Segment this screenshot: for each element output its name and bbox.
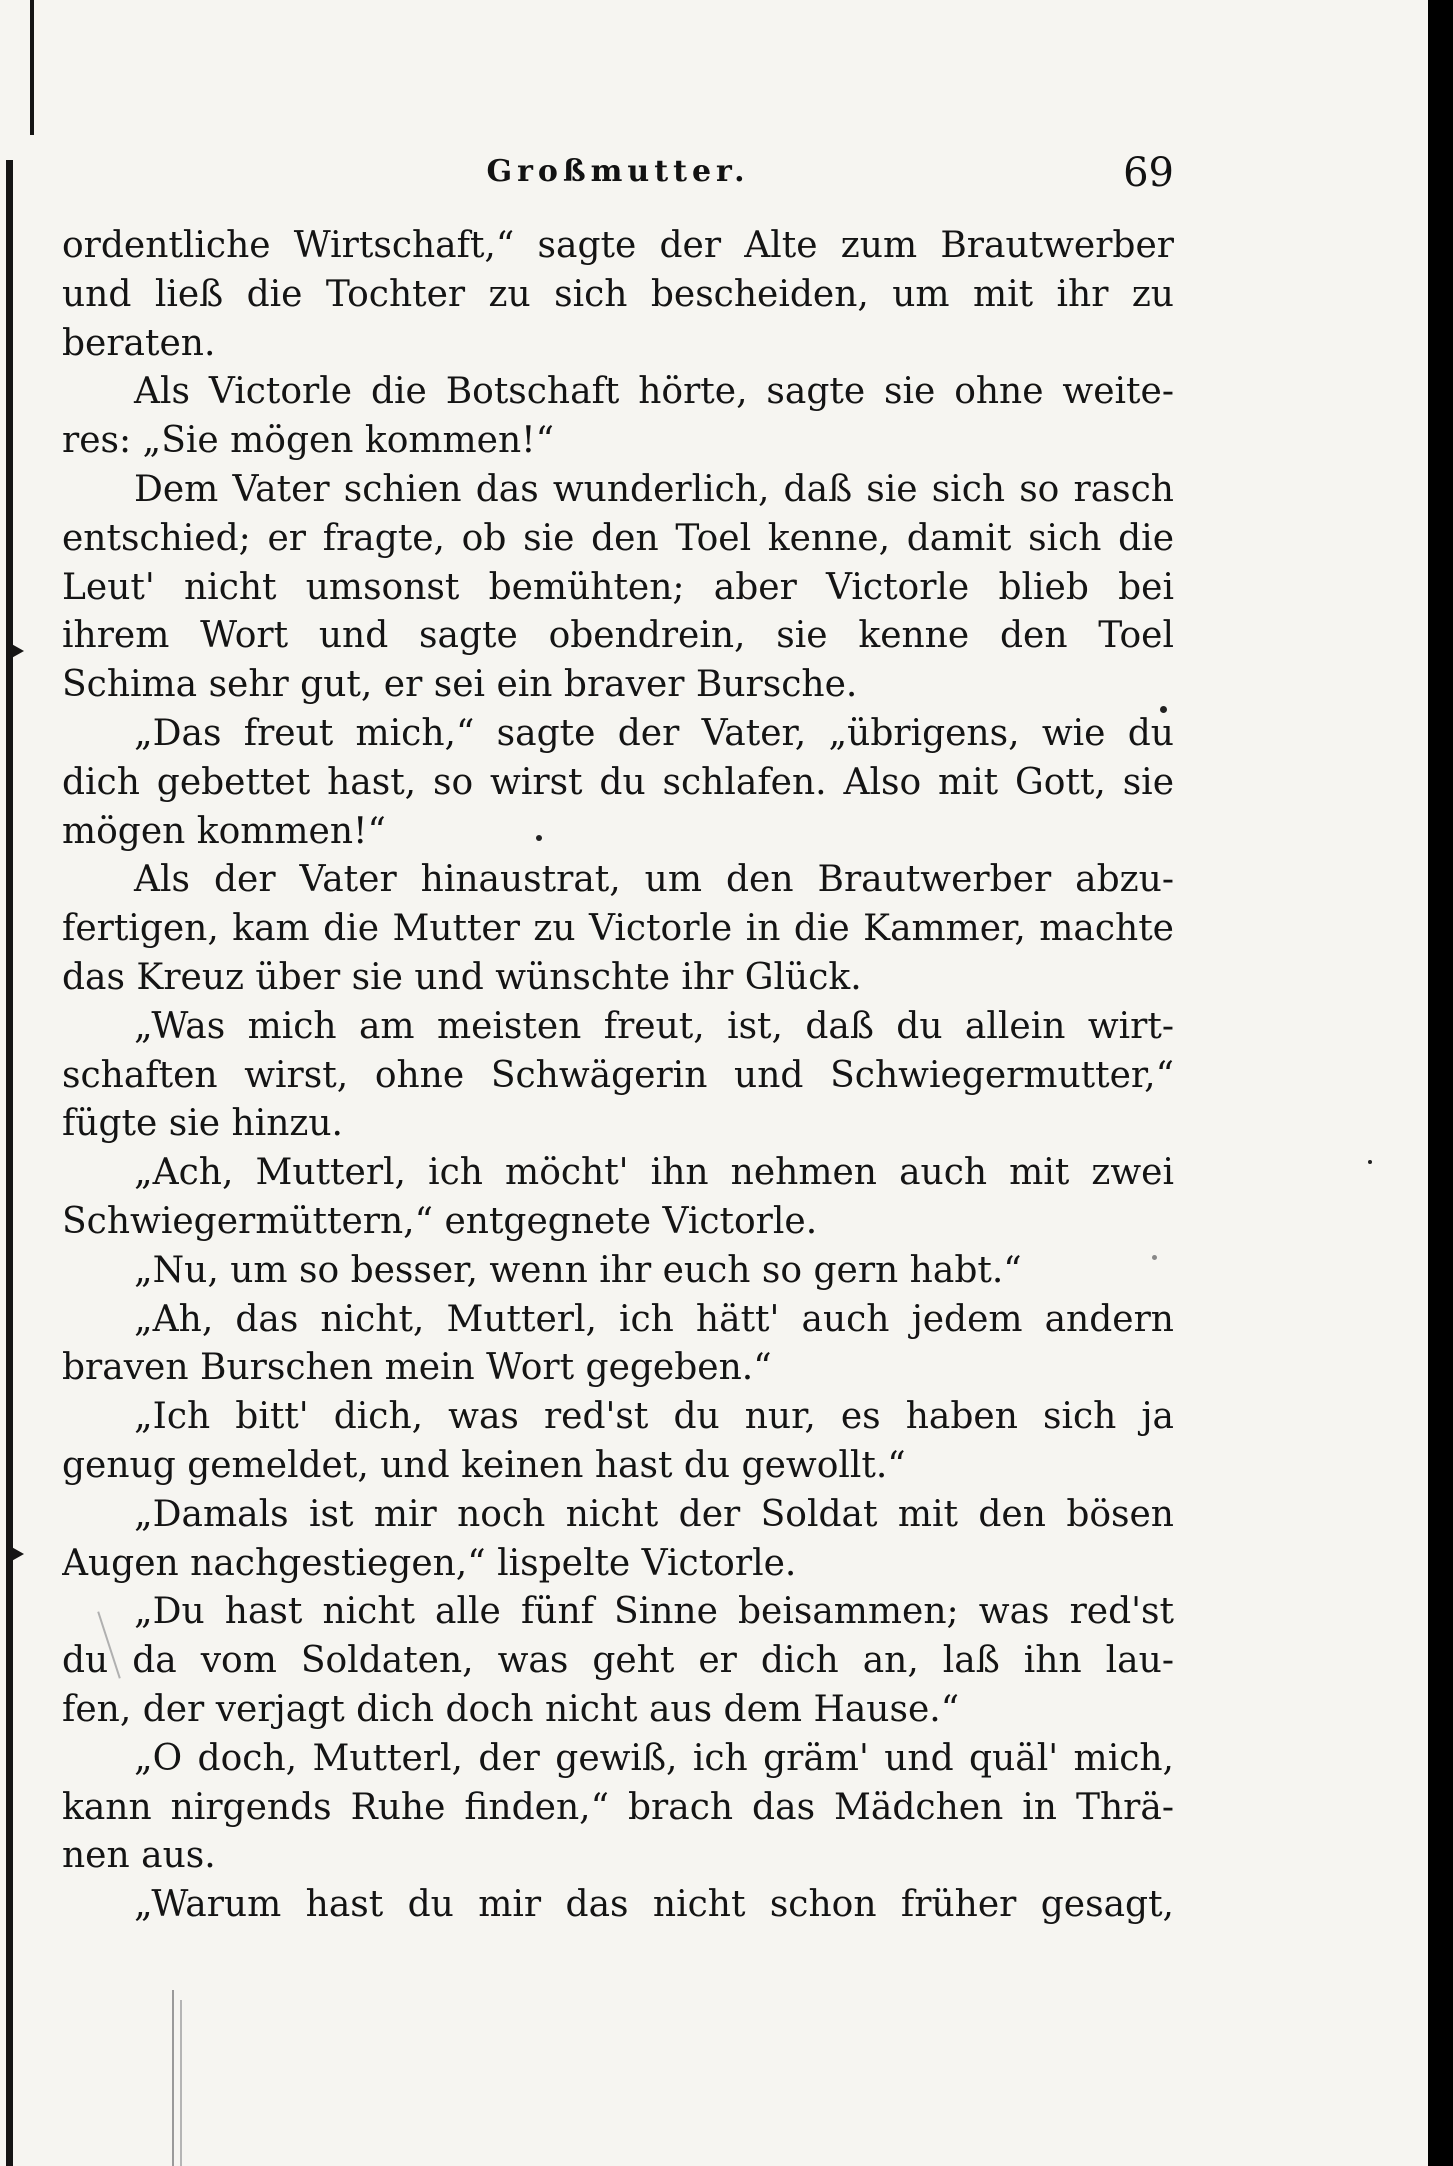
text-line: „Ah, das nicht, Mutterl, ich hätt' auch jedem andern: [134, 1298, 1174, 1340]
text-line: dich gebettet hast, so wirst du schlafen. Also mit Gott, sie: [62, 761, 1174, 803]
text-line: du da vom Soldaten, was geht er dich an, laß ihn lau-: [62, 1640, 1174, 1682]
binding-edge-rule: [6, 160, 13, 2166]
text-line: „Ich bitt' dich, was red'st du nur, es haben sich ja: [134, 1396, 1174, 1438]
text-line: fügte sie hinzu.: [62, 1103, 343, 1145]
text-line: Dem Vater schien das wunderlich, daß sie sich so rasch: [134, 468, 1174, 510]
text-line: kann nirgends Ruhe finden,“ brach das Mädchen in Thrä-: [62, 1786, 1174, 1828]
text-line: „Warum hast du mir das nicht schon früher gesagt,: [134, 1884, 1174, 1926]
text-line: fen, der verjagt dich doch nicht aus dem Hause.“: [62, 1688, 960, 1730]
text-line: „Damals ist mir noch nicht der Soldat mit den bösen: [134, 1493, 1174, 1535]
text-line: res: „Sie mögen kommen!“: [62, 420, 555, 462]
ink-speck: [1368, 1160, 1372, 1164]
text-line: Als der Vater hinaustrat, um den Brautwerber abzu-: [134, 859, 1174, 901]
text-line: das Kreuz über sie und wünschte ihr Glück.: [62, 956, 862, 998]
text-line: schaften wirst, ohne Schwägerin und Schwiegermutter,“: [62, 1054, 1174, 1096]
text-line: ordentliche Wirtschaft,“ sagte der Alte zum Brautwerber: [62, 225, 1174, 266]
text-line: beraten.: [62, 322, 216, 364]
text-line: „Du hast nicht alle fünf Sinne beisammen; was red'st: [134, 1591, 1174, 1633]
scan-scratch: [172, 1990, 174, 2166]
text-line: „O doch, Mutterl, der gewiß, ich gräm' und quäl' mich,: [134, 1737, 1174, 1779]
text-line: „Das freut mich,“ sagte der Vater, „übrigens, wie du: [134, 712, 1174, 754]
text-line: nen aus.: [62, 1835, 216, 1877]
page-number: 69: [1123, 150, 1174, 196]
text-line: ihrem Wort und sagte obendrein, sie kenne den Toel: [62, 615, 1174, 657]
text-line: Schima sehr gut, er sei ein braver Bursche.: [62, 664, 858, 706]
scan-scratch: [180, 2000, 182, 2166]
margin-arrow-icon: [8, 642, 24, 660]
text-line: „Was mich am meisten freut, ist, daß du allein wirt-: [134, 1005, 1174, 1047]
page-header: [62, 150, 1174, 206]
text-line: Leut' nicht umsonst bemühten; aber Victorle blieb bei: [62, 566, 1174, 608]
text-line: „Ach, Mutterl, ich möcht' ihn nehmen auch mit zwei: [134, 1152, 1174, 1194]
text-line: braven Burschen mein Wort gegeben.“: [62, 1347, 772, 1389]
text-line: Als Victorle die Botschaft hörte, sagte sie ohne weite-: [134, 371, 1174, 413]
text-line: „Nu, um so besser, wenn ihr euch so gern habt.“: [134, 1249, 1022, 1291]
text-line: entschied; er fragte, ob sie den Toel kenne, damit sich die: [62, 517, 1174, 559]
running-title: Großmutter.: [486, 154, 750, 189]
text-line: und ließ die Tochter zu sich bescheiden, um mit ihr zu: [62, 273, 1174, 315]
body-text: [62, 222, 1174, 1930]
text-line: Schwiegermüttern,“ entgegnete Victorle.: [62, 1200, 818, 1242]
text-line: genug gemeldet, und keinen hast du gewollt.“: [62, 1444, 906, 1486]
text-line: fertigen, kam die Mutter zu Victorle in die Kammer, machte: [62, 908, 1174, 950]
margin-arrow-icon: [8, 1545, 24, 1563]
text-line: mögen kommen!“: [62, 810, 386, 852]
binding-edge-mark: [30, 0, 34, 135]
text-line: Augen nachgestiegen,“ lispelte Victorle.: [62, 1542, 797, 1584]
